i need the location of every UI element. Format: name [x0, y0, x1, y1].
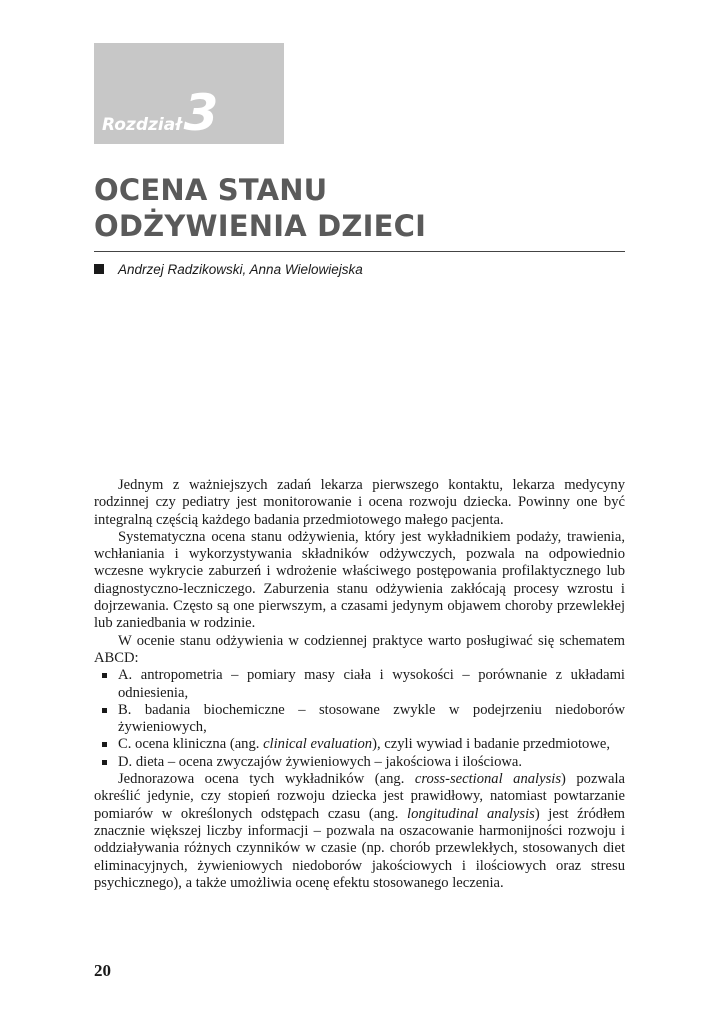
term-longitudinal: longitudinal analysis — [407, 805, 535, 822]
chapter-title-line-2: ODŻYWIENIA DZIECI — [94, 209, 427, 243]
title-divider — [94, 251, 625, 252]
list-item-c — [94, 736, 625, 753]
list-item-a: A. antropometria – pomiary masy ciała i wysokości – porównanie z układami odniesienia, — [94, 667, 625, 702]
list-item-d: D. dieta – ocena zwyczajów żywieniowych – jakościowa i ilościowa. — [94, 754, 625, 771]
paragraph-2: Systematyczna ocena stanu odżywienia, który jest wykładnikiem podaży, trawienia, wchłaniania i wykorzystywania składników odżywczych, pozwala na odpowiednio wczesne wykrycie zaburzeń i wdrożenie właściwego postępowania profilaktycznego lub diagnostyczno-leczniczego. Zaburzenia stanu odżywienia zakłócają procesy wzrostu i dojrzewania. Często są one pierwszym, a czasami jedynym objawem choroby przewlekłej lub zaniedbania w rodzinie. — [94, 528, 625, 632]
list-item-c-text-2: ), czyli wywiad i badanie przedmiotowe, — [372, 736, 610, 753]
chapter-title-line-1: OCENA STANU — [94, 173, 328, 207]
paragraph-4-part-2: ) pozwala określić jedynie, czy stopień rozwoju dziecka jest prawidłowy, natomiast powtarzanie pomiarów w określonych odstępach czasu (ang. — [94, 771, 625, 822]
abcd-list — [94, 667, 625, 771]
list-item-b: B. badania biochemiczne – stosowane zwykle w podejrzeniu niedoborów żywieniowych, — [94, 702, 625, 737]
paragraph-3: W ocenie stanu odżywienia w codziennej praktyce warto posługiwać się schematem ABCD: — [94, 632, 625, 666]
term-clinical-evaluation: clinical evaluation — [263, 736, 373, 753]
chapter-word: Rozdział — [102, 115, 182, 135]
list-item-c-text-1: C. ocena kliniczna (ang. — [118, 736, 264, 753]
term-cross-sectional: cross-sectional analysis — [414, 771, 561, 788]
square-bullet-icon — [94, 264, 104, 274]
authors: Andrzej Radzikowski, Anna Wielowiejska — [118, 261, 363, 277]
chapter-number: 3 — [183, 84, 219, 142]
chapter-label — [102, 84, 219, 142]
paragraph-4 — [94, 771, 625, 892]
page-number: 20 — [94, 961, 111, 980]
chapter-header-box — [94, 43, 284, 144]
paragraph-1: Jednym z ważniejszych zadań lekarza pierwszego kontaktu, lekarza medycyny rodzinnej czy pediatry jest monitorowanie i ocena rozwoju dziecka. Powinny one być integralną częścią każdego badania przedmiotowego małego pacjenta. — [94, 477, 625, 528]
paragraph-4-part-1: Jednorazowa ocena tych wykładników (ang. — [118, 771, 415, 788]
authors-line — [94, 261, 363, 277]
body-text — [94, 477, 625, 892]
chapter-title — [94, 172, 426, 244]
paragraph-4-part-3: ) jest źródłem znacznie większej liczby informacji – pozwala na oszacowanie harmonijności rozwoju i oddziaływania różnych czynników w czasie (np. chorób przewlekłych, stosowanych diet eliminacyjnych, żywieniowych niedoborów jakościowych i ilościowych oraz stresu psychicznego), a także umożliwia ocenę efektu stosowanego leczenia. — [94, 805, 625, 891]
